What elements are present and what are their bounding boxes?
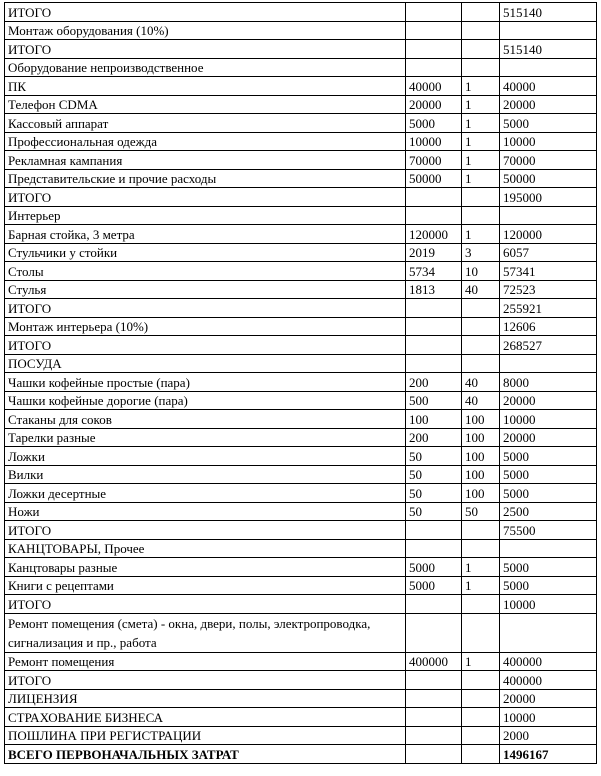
sum-cell: 10000 — [500, 132, 597, 151]
table-row — [5, 391, 597, 410]
sum-cell: 255921 — [500, 299, 597, 318]
item-name-cell: Вилки — [5, 465, 406, 484]
quantity-cell — [462, 708, 500, 727]
item-name-cell: ПОШЛИНА ПРИ РЕГИСТРАЦИИ — [5, 726, 406, 745]
quantity-cell — [462, 671, 500, 690]
quantity-cell: 1 — [462, 151, 500, 170]
item-name-cell: КАНЦТОВАРЫ, Прочее — [5, 539, 406, 558]
sum-cell: 268527 — [500, 336, 597, 355]
item-name-cell: ЛИЦЕНЗИЯ — [5, 689, 406, 708]
quantity-cell: 1 — [462, 652, 500, 671]
table-row — [5, 114, 597, 133]
price-cell: 120000 — [406, 225, 462, 244]
price-cell — [406, 40, 462, 59]
price-cell — [406, 299, 462, 318]
price-cell: 50000 — [406, 169, 462, 188]
sum-cell: 515140 — [500, 3, 597, 22]
price-cell — [406, 58, 462, 77]
item-name-cell: СТРАХОВАНИЕ БИЗНЕСА — [5, 708, 406, 727]
price-cell: 50 — [406, 502, 462, 521]
sum-cell: 120000 — [500, 225, 597, 244]
table-row — [5, 280, 597, 299]
sum-cell: 5000 — [500, 558, 597, 577]
sum-cell — [500, 206, 597, 225]
table-row — [5, 169, 597, 188]
item-name-cell: Монтаж оборудования (10%) — [5, 21, 406, 40]
price-cell: 20000 — [406, 95, 462, 114]
quantity-cell: 40 — [462, 391, 500, 410]
price-cell: 5000 — [406, 114, 462, 133]
table-row — [5, 465, 597, 484]
sum-cell: 20000 — [500, 95, 597, 114]
price-cell — [406, 539, 462, 558]
sum-cell: 40000 — [500, 77, 597, 96]
quantity-cell — [462, 21, 500, 40]
item-name-cell: Чашки кофейные дорогие (пара) — [5, 391, 406, 410]
price-cell: 400000 — [406, 652, 462, 671]
item-name-cell: Монтаж интерьера (10%) — [5, 317, 406, 336]
quantity-cell — [462, 58, 500, 77]
sum-cell — [500, 58, 597, 77]
sum-cell: 20000 — [500, 391, 597, 410]
quantity-cell — [462, 40, 500, 59]
price-cell — [406, 354, 462, 373]
price-cell — [406, 188, 462, 207]
price-cell: 100 — [406, 410, 462, 429]
item-name-cell: ИТОГО — [5, 336, 406, 355]
table-row — [5, 671, 597, 690]
item-name-cell: Канцтовары разные — [5, 558, 406, 577]
sum-cell — [500, 539, 597, 558]
quantity-cell: 3 — [462, 243, 500, 262]
price-cell — [406, 689, 462, 708]
sum-cell: 10000 — [500, 595, 597, 614]
price-cell — [406, 726, 462, 745]
price-cell: 10000 — [406, 132, 462, 151]
sum-cell: 10000 — [500, 410, 597, 429]
item-name-cell: ИТОГО — [5, 3, 406, 22]
item-name-cell: Ножи — [5, 502, 406, 521]
table-row — [5, 336, 597, 355]
cost-table-body — [5, 3, 597, 764]
sum-cell: 20000 — [500, 689, 597, 708]
item-name-cell: Профессиональная одежда — [5, 132, 406, 151]
sum-cell — [500, 354, 597, 373]
item-name-cell: Столы — [5, 262, 406, 281]
price-cell: 40000 — [406, 77, 462, 96]
price-cell — [406, 3, 462, 22]
item-name-cell: Кассовый аппарат — [5, 114, 406, 133]
sum-cell: 12606 — [500, 317, 597, 336]
price-cell: 70000 — [406, 151, 462, 170]
quantity-cell: 1 — [462, 132, 500, 151]
quantity-cell: 100 — [462, 484, 500, 503]
cost-table — [4, 2, 597, 764]
table-row — [5, 410, 597, 429]
sum-cell: 50000 — [500, 169, 597, 188]
table-row — [5, 299, 597, 318]
table-row — [5, 21, 597, 40]
sum-cell: 195000 — [500, 188, 597, 207]
table-row — [5, 206, 597, 225]
quantity-cell: 40 — [462, 373, 500, 392]
table-row — [5, 652, 597, 671]
item-name-cell: Тарелки разные — [5, 428, 406, 447]
quantity-cell — [462, 336, 500, 355]
quantity-cell — [462, 354, 500, 373]
price-cell: 50 — [406, 465, 462, 484]
price-cell: 5734 — [406, 262, 462, 281]
item-name-cell: ИТОГО — [5, 299, 406, 318]
grand-total-row — [5, 745, 597, 764]
table-row — [5, 262, 597, 281]
table-row — [5, 188, 597, 207]
item-name-cell: Чашки кофейные простые (пара) — [5, 373, 406, 392]
item-name-cell: ПОСУДА — [5, 354, 406, 373]
quantity-cell — [462, 188, 500, 207]
table-row — [5, 576, 597, 595]
sum-cell: 5000 — [500, 447, 597, 466]
sum-cell: 72523 — [500, 280, 597, 299]
item-name-cell: ПК — [5, 77, 406, 96]
price-cell — [406, 671, 462, 690]
item-name-cell: Стульчики у стойки — [5, 243, 406, 262]
table-row — [5, 40, 597, 59]
item-name-cell: Интерьер — [5, 206, 406, 225]
price-cell — [406, 21, 462, 40]
table-row — [5, 484, 597, 503]
quantity-cell — [462, 206, 500, 225]
sum-cell: 70000 — [500, 151, 597, 170]
quantity-cell: 1 — [462, 114, 500, 133]
item-name-cell: Книги с рецептами — [5, 576, 406, 595]
item-name-cell: Оборудование непроизводственное — [5, 58, 406, 77]
price-cell: 500 — [406, 391, 462, 410]
price-cell — [406, 336, 462, 355]
quantity-cell: 1 — [462, 169, 500, 188]
sum-cell: 400000 — [500, 652, 597, 671]
item-name-cell: ИТОГО — [5, 595, 406, 614]
sum-cell: 1496167 — [500, 745, 597, 764]
quantity-cell: 1 — [462, 77, 500, 96]
table-row — [5, 243, 597, 262]
sum-cell: 6057 — [500, 243, 597, 262]
table-row — [5, 521, 597, 540]
sum-cell — [500, 21, 597, 40]
price-cell — [406, 745, 462, 764]
table-row — [5, 708, 597, 727]
item-name-cell: Стаканы для соков — [5, 410, 406, 429]
quantity-cell: 100 — [462, 447, 500, 466]
quantity-cell: 1 — [462, 576, 500, 595]
price-cell: 2019 — [406, 243, 462, 262]
sum-cell: 400000 — [500, 671, 597, 690]
item-name-cell: Ремонт помещения (смета) - окна, двери, полы, электропроводка, сигнализация и пр., работа — [5, 613, 406, 652]
table-row — [5, 595, 597, 614]
table-row — [5, 373, 597, 392]
sum-cell: 5000 — [500, 465, 597, 484]
item-name-cell: ИТОГО — [5, 521, 406, 540]
price-cell — [406, 317, 462, 336]
quantity-cell: 1 — [462, 225, 500, 244]
sum-cell — [500, 613, 597, 652]
quantity-cell: 50 — [462, 502, 500, 521]
quantity-cell — [462, 299, 500, 318]
quantity-cell — [462, 689, 500, 708]
quantity-cell: 100 — [462, 410, 500, 429]
price-cell — [406, 206, 462, 225]
sum-cell: 8000 — [500, 373, 597, 392]
table-row — [5, 95, 597, 114]
table-row — [5, 428, 597, 447]
table-row — [5, 3, 597, 22]
table-row — [5, 613, 597, 652]
table-row — [5, 317, 597, 336]
quantity-cell — [462, 317, 500, 336]
table-row — [5, 558, 597, 577]
quantity-cell: 100 — [462, 428, 500, 447]
quantity-cell — [462, 539, 500, 558]
item-name-cell: Ложки десертные — [5, 484, 406, 503]
price-cell: 5000 — [406, 558, 462, 577]
quantity-cell: 1 — [462, 95, 500, 114]
table-row — [5, 58, 597, 77]
price-cell: 50 — [406, 484, 462, 503]
price-cell: 50 — [406, 447, 462, 466]
price-cell — [406, 708, 462, 727]
sum-cell: 5000 — [500, 484, 597, 503]
price-cell: 200 — [406, 373, 462, 392]
quantity-cell — [462, 726, 500, 745]
table-row — [5, 726, 597, 745]
price-cell — [406, 613, 462, 652]
item-name-cell: ИТОГО — [5, 40, 406, 59]
item-name-cell: Представительские и прочие расходы — [5, 169, 406, 188]
sum-cell: 10000 — [500, 708, 597, 727]
table-row — [5, 77, 597, 96]
quantity-cell — [462, 595, 500, 614]
quantity-cell — [462, 745, 500, 764]
sum-cell: 5000 — [500, 114, 597, 133]
table-row — [5, 151, 597, 170]
table-row — [5, 539, 597, 558]
item-name-cell: Ремонт помещения — [5, 652, 406, 671]
price-cell — [406, 595, 462, 614]
item-name-cell: Стулья — [5, 280, 406, 299]
item-name-cell: ИТОГО — [5, 188, 406, 207]
item-name-cell: Телефон CDMA — [5, 95, 406, 114]
quantity-cell: 40 — [462, 280, 500, 299]
sum-cell: 515140 — [500, 40, 597, 59]
price-cell: 1813 — [406, 280, 462, 299]
sum-cell: 2000 — [500, 726, 597, 745]
sum-cell: 5000 — [500, 576, 597, 595]
table-row — [5, 132, 597, 151]
item-name-cell: Ложки — [5, 447, 406, 466]
sum-cell: 75500 — [500, 521, 597, 540]
quantity-cell — [462, 613, 500, 652]
price-cell — [406, 521, 462, 540]
price-cell: 5000 — [406, 576, 462, 595]
table-row — [5, 225, 597, 244]
item-name-cell: Рекламная кампания — [5, 151, 406, 170]
quantity-cell: 10 — [462, 262, 500, 281]
table-row — [5, 354, 597, 373]
quantity-cell — [462, 521, 500, 540]
table-row — [5, 689, 597, 708]
sum-cell: 57341 — [500, 262, 597, 281]
table-row — [5, 502, 597, 521]
quantity-cell: 1 — [462, 558, 500, 577]
sum-cell: 2500 — [500, 502, 597, 521]
quantity-cell: 100 — [462, 465, 500, 484]
sum-cell: 20000 — [500, 428, 597, 447]
table-row — [5, 447, 597, 466]
quantity-cell — [462, 3, 500, 22]
price-cell: 200 — [406, 428, 462, 447]
item-name-cell: ИТОГО — [5, 671, 406, 690]
item-name-cell: Барная стойка, 3 метра — [5, 225, 406, 244]
item-name-cell: ВСЕГО ПЕРВОНАЧАЛЬНЫХ ЗАТРАТ — [5, 745, 406, 764]
